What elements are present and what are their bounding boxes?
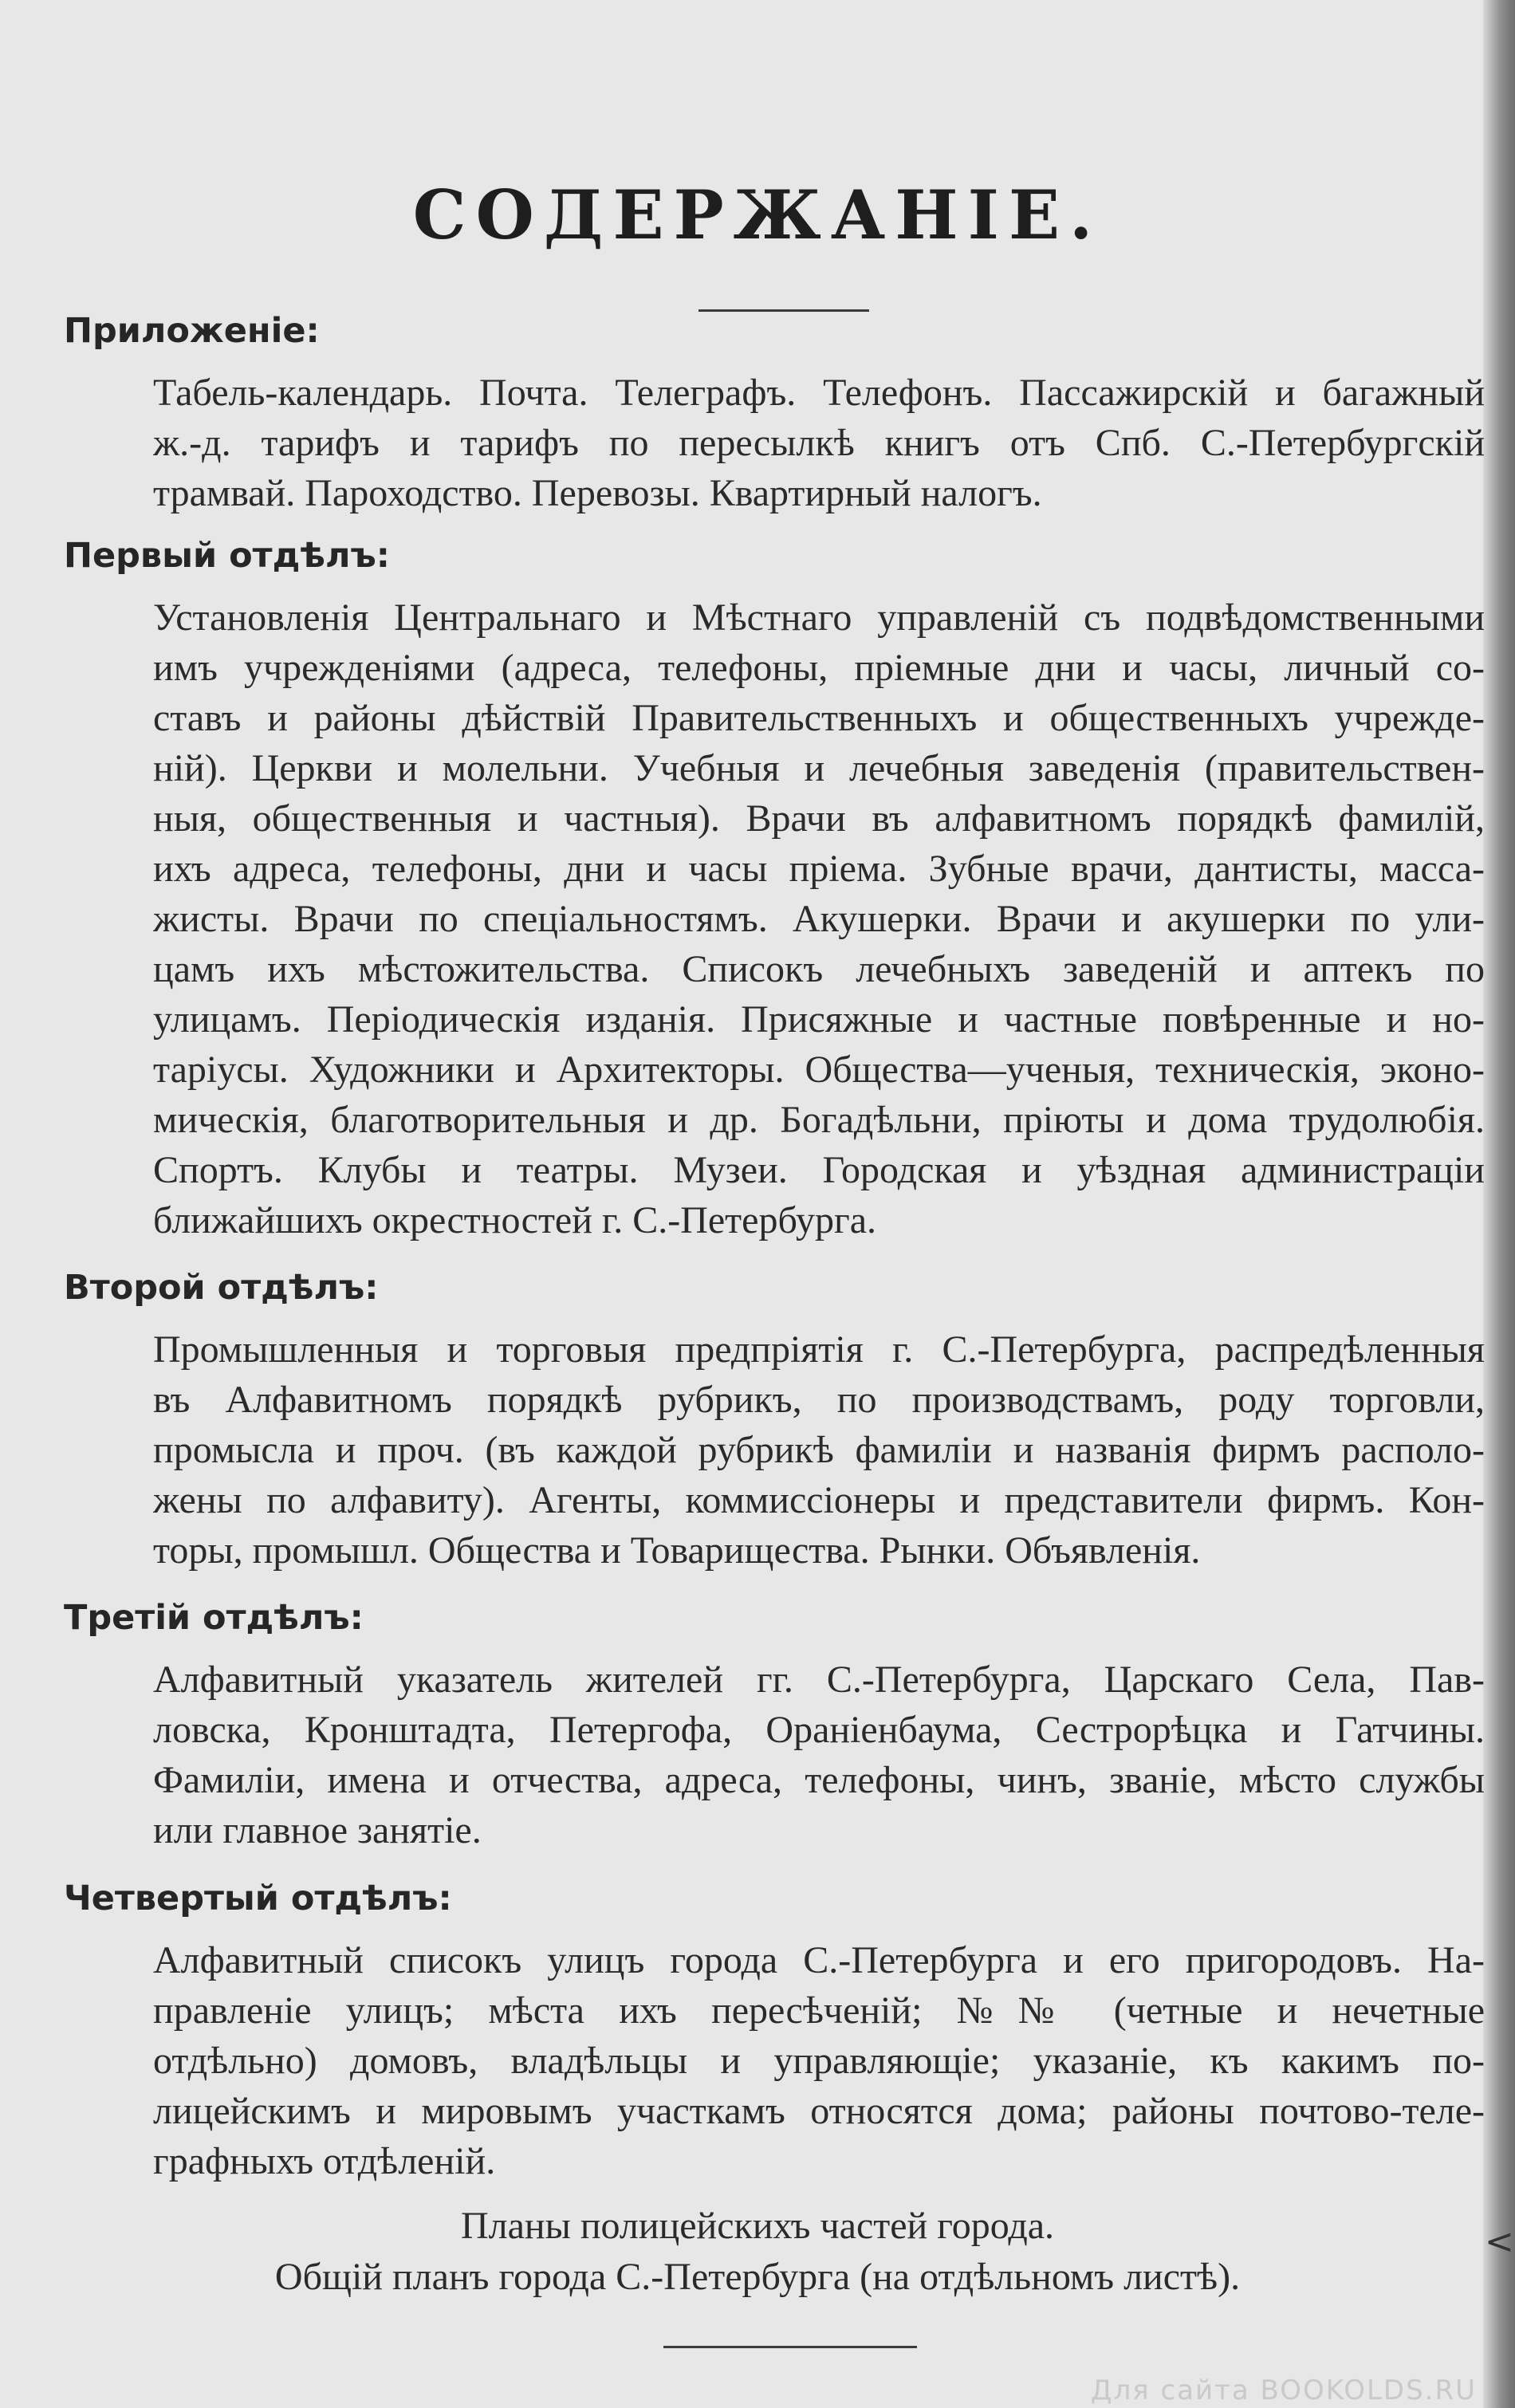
section-line: графныхъ отдѣленiй. [153, 2140, 496, 2182]
title-divider [698, 309, 869, 312]
section-line: Фамилiи, имена и отчества, адреса, телефоны, чинъ, званiе, мѣсто службы [153, 1759, 1485, 1801]
section-line: ж.-д. тарифъ и тарифъ по пересылкѣ книгъ отъ Спб. С.-Петербургскiй [153, 422, 1485, 464]
section-line: отдѣльно) домовъ, владѣльцы и управляющiе; указанiе, къ какимъ по- [153, 2040, 1485, 2082]
section-heading-part-one: Первый отдѣлъ: [64, 536, 390, 576]
section-line: или главное занятiе. [153, 1809, 482, 1851]
section-line: Алфавитный указатель жителей гг. С.-Петербурга, Царскаго Села, Пав- [153, 1658, 1485, 1701]
section-line: Табель-календарь. Почта. Телеграфъ. Телефонъ. Пассажирскiй и багажный [153, 372, 1485, 414]
page-title: СОДЕРЖАНIЕ. [412, 175, 1103, 254]
margin-mark: < [1485, 2221, 1514, 2262]
section-line: трамвай. Пароходство. Перевозы. Квартирный налогъ. [153, 472, 1042, 514]
section-line: цамъ ихъ мѣстожительства. Списокъ лечебныхъ заведенiй и аптекъ по [153, 948, 1485, 990]
bottom-divider [663, 2346, 917, 2348]
section-line: торы, промышл. Общества и Товарищества. Рынки. Объявленiя. [153, 1529, 1201, 1572]
section-line: ныя, общественныя и частныя). Врачи въ алфавитномъ порядкѣ фамилiй, [153, 797, 1485, 840]
section-line: тарiусы. Художники и Архитекторы. Общества—ученыя, техническiя, эконо- [153, 1049, 1485, 1091]
section-line: жисты. Врачи по спецiальностямъ. Акушерки. Врачи и акушерки по ули- [153, 898, 1485, 940]
watermark: Для сайта BOOKOLDS.RU [1090, 2375, 1477, 2406]
section-line: имъ учрежденiями (адреса, телефоны, прiемные дни и часы, личный со- [153, 647, 1485, 689]
section-heading-part-two: Второй отдѣлъ: [64, 1268, 379, 1308]
section-line: промысла и проч. (въ каждой рубрикѣ фамилiи и названiя фирмъ располо- [153, 1429, 1485, 1471]
section-line: нiй). Церкви и молельни. Учебныя и лечебныя заведенiя (правительствен- [153, 747, 1485, 789]
section-line: Спортъ. Клубы и театры. Музеи. Городская и уѣздная администрацiи [153, 1149, 1485, 1191]
section-line: ловска, Кронштадта, Петергофа, Ораніенбаума, Сестрорѣцка и Гатчины. [153, 1709, 1485, 1751]
section-line: ставъ и районы дѣйствiй Правительственныхъ и общественныхъ учрежде- [153, 697, 1485, 739]
section-line: жены по алфавиту). Агенты, коммиссiонеры и представители фирмъ. Кон- [153, 1479, 1485, 1521]
closing-line-city-plan: Общiй планъ города С.-Петербурга (на отдѣльномъ листѣ). [274, 2256, 1241, 2298]
section-heading-part-four: Четвертый отдѣлъ: [64, 1879, 452, 1918]
section-line: лицейскимъ и мировымъ участкамъ относятся дома; районы почтово-теле- [153, 2090, 1485, 2132]
closing-line-police-plans: Планы полицейскихъ частей города. [460, 2205, 1055, 2247]
section-line: Промышленныя и торговыя предпрiятiя г. С.-Петербурга, распредѣленныя [153, 1328, 1485, 1371]
section-line: въ Алфавитномъ порядкѣ рубрикъ, по производствамъ, роду торговли, [153, 1379, 1485, 1421]
section-line: мическiя, благотворительныя и др. Богадѣльни, прiюты и дома трудолюбiя. [153, 1099, 1485, 1141]
section-heading-part-three: Третiй отдѣлъ: [64, 1598, 364, 1638]
section-heading-appendix: Приложенiе: [64, 311, 320, 351]
section-line: улицамъ. Перiодическiя изданiя. Присяжные и частные повѣренные и но- [153, 998, 1485, 1041]
section-line: Установленiя Центральнаго и Мѣстнаго управленiй съ подвѣдомственными [153, 596, 1485, 639]
section-line: Алфавитный списокъ улицъ города С.-Петербурга и его пригородовъ. На- [153, 1939, 1485, 1981]
section-line: ближайшихъ окрестностей г. С.-Петербурга. [153, 1199, 877, 1241]
page-edge-shadow [1483, 0, 1515, 2408]
section-line: ихъ адреса, телефоны, дни и часы прiема. Зубные врачи, дантисты, масса- [153, 848, 1485, 890]
section-line: правленiе улицъ; мѣста ихъ пересѣченiй; №№ (четные и нечетные [153, 1989, 1485, 2032]
